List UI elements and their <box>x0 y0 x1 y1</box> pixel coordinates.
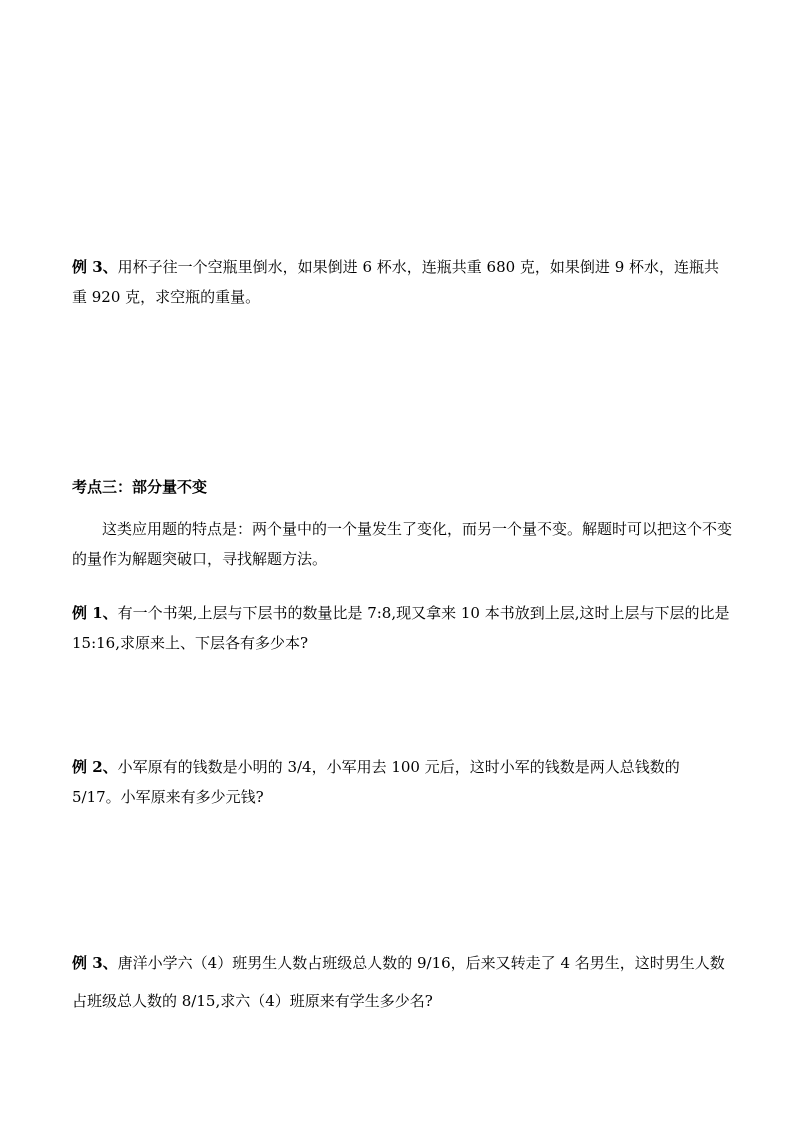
section-intro: 这类应用题的特点是：两个量中的一个量发生了变化，而另一个量不变。解题时可以把这个不变的量作为解题突破口，寻找解题方法。 <box>72 520 733 568</box>
section-heading: 考点三：部分量不变 <box>72 478 208 496</box>
example-3-water-bottle <box>72 252 732 312</box>
example-text: 用杯子往一个空瓶里倒水，如果倒进 6 杯水，连瓶共重 680 克，如果倒进 9 杯水，连瓶共重 920 克，求空瓶的重量。 <box>72 258 720 306</box>
example-3-class-students <box>72 944 732 1020</box>
example-label: 例 3、 <box>72 954 118 972</box>
example-label: 例 1、 <box>72 604 118 622</box>
example-label: 例 2、 <box>72 758 118 776</box>
example-text: 有一个书架,上层与下层书的数量比是 7:8,现又拿来 10 本书放到上层,这时上层与下层的比是 15:16,求原来上、下层各有多少本? <box>72 604 730 652</box>
example-text: 小军原有的钱数是小明的 3/4，小军用去 100 元后，这时小军的钱数是两人总钱数的 5/17。小军原来有多少元钱? <box>72 758 680 806</box>
example-text: 唐洋小学六（4）班男生人数占班级总人数的 9/16，后来又转走了 4 名男生，这时男生人数占班级总人数的 8/15,求六（4）班原来有学生多少名? <box>72 954 725 1010</box>
example-2-money <box>72 752 732 812</box>
example-1-bookshelf <box>72 598 732 658</box>
example-label: 例 3、 <box>72 258 118 276</box>
